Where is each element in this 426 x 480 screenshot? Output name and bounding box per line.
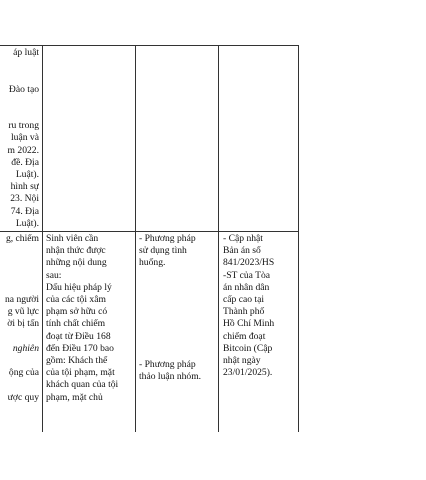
column-divider-1	[42, 45, 43, 432]
text-line: 841/2023/HS	[223, 257, 275, 269]
text-line: ời bị tấn	[7, 318, 39, 330]
text-line: nghiên	[12, 342, 39, 354]
text-line: án nhân dân	[223, 281, 270, 293]
text-line: -ST của Tòa	[223, 269, 271, 281]
text-line: cấp cao tại	[223, 294, 265, 306]
text-line	[0, 355, 39, 367]
text-line: sau:	[46, 269, 62, 281]
text-line: - Phương pháp	[139, 359, 196, 370]
text-line: huống.	[139, 257, 166, 269]
col1-lower-cell	[0, 233, 39, 404]
text-line: gồm: Khách thể	[46, 355, 108, 367]
text-line	[0, 331, 39, 343]
text-line: những nội dung	[46, 257, 107, 269]
text-line: na người	[5, 294, 39, 306]
learning-outcomes-cell	[46, 233, 132, 404]
text-line: 23. Nội	[10, 193, 39, 205]
text-line: đến Điều 170 bao	[46, 342, 114, 354]
text-line	[0, 59, 39, 71]
text-line: - Phương pháp	[139, 233, 196, 244]
text-line: 23/01/2025).	[223, 367, 273, 379]
text-line: sử dụng tình	[139, 245, 187, 257]
text-line: Hồ Chí Minh	[223, 318, 275, 330]
text-line: ược quy	[7, 391, 39, 403]
text-line	[0, 108, 39, 120]
text-line: nhận thức được	[46, 245, 106, 257]
teaching-methods-cell-b	[139, 359, 216, 383]
table-top-border	[0, 45, 299, 46]
text-line: m 2022.	[7, 144, 39, 156]
text-line: đề. Địa	[11, 156, 39, 168]
text-line: chiếm đoạt	[223, 330, 266, 342]
text-line	[0, 257, 39, 269]
teaching-methods-cell-a	[139, 233, 216, 270]
text-line: khách quan của tội	[46, 379, 119, 391]
table-right-border	[298, 45, 299, 432]
text-line: ru trong	[8, 120, 39, 132]
text-line: tính chất chiếm	[46, 318, 106, 330]
text-line: Bản án số	[223, 245, 261, 257]
text-line: g, chiếm	[5, 233, 39, 244]
text-line: áp luật	[13, 47, 39, 58]
text-line: ộng của	[8, 367, 39, 379]
text-line: Luật).	[15, 169, 39, 181]
text-line	[0, 379, 39, 391]
text-line	[0, 270, 39, 282]
row-divider	[0, 231, 299, 232]
case-update-cell	[223, 233, 295, 379]
text-line	[0, 96, 39, 108]
text-line: Thành phố	[223, 306, 265, 318]
text-line: hình sự	[10, 181, 39, 193]
text-line: Sinh viên cần	[46, 233, 99, 244]
text-line: phạm sở hữu có	[46, 306, 108, 318]
text-line: luận và	[11, 132, 39, 144]
text-line: g vũ lực	[7, 306, 39, 318]
text-line: đoạt từ Điều 168	[46, 330, 111, 342]
text-line: Đào tạo	[8, 83, 39, 95]
col1-upper-cell	[0, 47, 39, 230]
text-line: nhật ngày	[223, 355, 261, 367]
text-line: Dấu hiệu pháp lý	[46, 281, 112, 293]
text-line: Bitcoin (Cập	[223, 342, 273, 354]
text-line: của tội phạm, mặt	[46, 367, 115, 379]
text-line: 74. Địa	[10, 205, 39, 217]
text-line: phạm, mặt chủ	[46, 391, 103, 403]
text-line	[0, 71, 39, 83]
text-line: của các tội xâm	[46, 294, 106, 306]
column-divider-2	[135, 45, 136, 432]
text-line	[0, 245, 39, 257]
column-divider-3	[218, 45, 219, 432]
text-line: Luật).	[15, 217, 39, 229]
text-line: - Cập nhật	[223, 233, 263, 244]
text-line: thảo luận nhóm.	[139, 371, 202, 383]
text-line	[0, 282, 39, 294]
